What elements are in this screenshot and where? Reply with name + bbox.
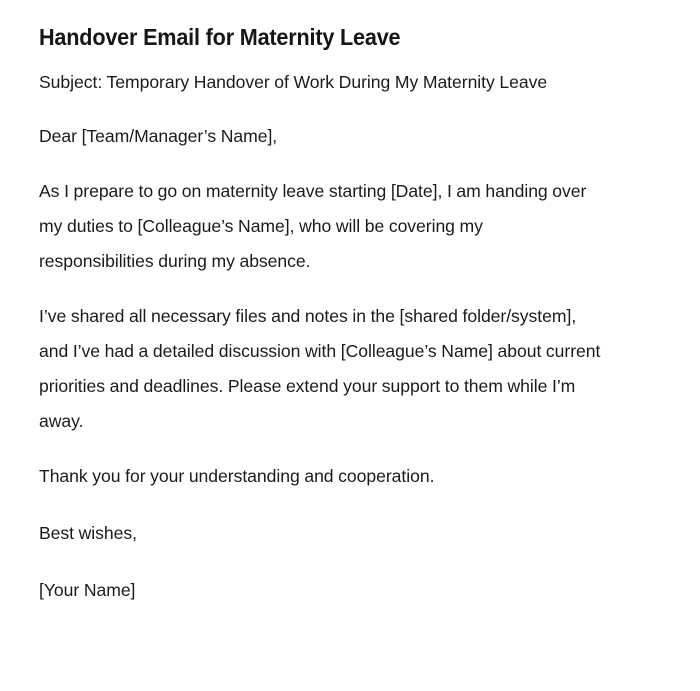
- email-body-paragraph-1: As I prepare to go on maternity leave starting [Date], I am handing over my duties to [Colleague’s Name], who will be covering my responsibilities during my absence.: [39, 181, 587, 271]
- email-sign-off: Best wishes,: [39, 523, 137, 543]
- email-body-paragraph-3: Thank you for your understanding and cooperation.: [39, 466, 435, 486]
- email-subject-line: Subject: Temporary Handover of Work During My Maternity Leave: [39, 72, 548, 92]
- email-body-paragraph-2: I’ve shared all necessary files and notes in the [shared folder/system], and I’ve had a detailed discussion with [Colleague’s Name] about current priorities and deadlines. Please extend your support to them while I’m away.: [39, 306, 601, 431]
- document-body: [39, 65, 601, 608]
- email-signature: [Your Name]: [39, 580, 136, 600]
- page-title: Handover Email for Maternity Leave: [39, 24, 401, 50]
- email-salutation: Dear [Team/Manager’s Name],: [39, 126, 278, 146]
